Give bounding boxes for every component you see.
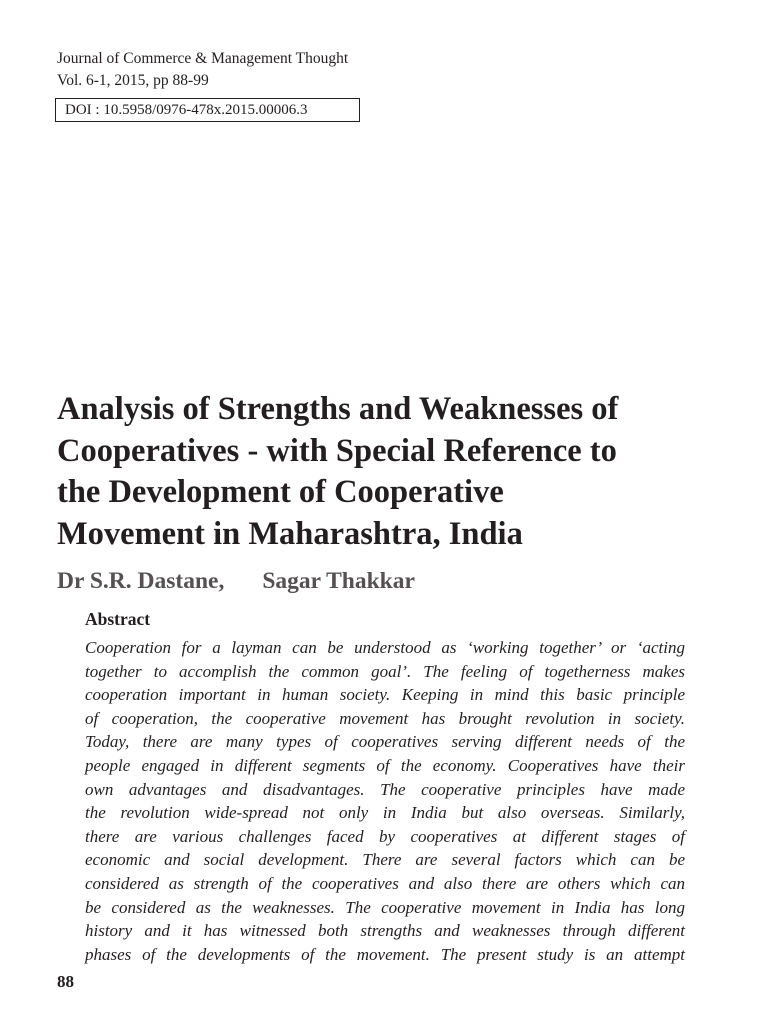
journal-name: Journal of Commerce & Management Thought <box>57 50 349 67</box>
abstract-line: the revolution wide-spread not only in India but also overseas. Similarly, <box>85 803 685 823</box>
author-name: Sagar Thakkar <box>262 568 415 594</box>
abstract-line: history and it has witnessed both strengths and weaknesses through different <box>85 921 685 941</box>
abstract-line: people engaged in different segments of the economy. Cooperatives have their <box>85 755 685 775</box>
title-line: Movement in Maharashtra, India <box>57 515 523 552</box>
page-number: 88 <box>57 972 74 991</box>
journal-volume: Vol. 6-1, 2015, pp 88-99 <box>57 72 209 89</box>
abstract-line: cooperation important in human society. Keeping in mind this basic principle <box>85 685 685 705</box>
abstract-line: be considered as the weaknesses. The cooperative movement in India has long <box>85 897 685 917</box>
author-name: Dr S.R. Dastane, <box>57 568 225 594</box>
abstract-line: phases of the developments of the movement. The present study is an attempt <box>85 944 685 964</box>
abstract-line: considered as strength of the cooperatives and also there are others which can <box>85 873 685 893</box>
abstract-line: there are various challenges faced by cooperatives at different stages of <box>85 826 685 846</box>
author-list <box>57 568 415 595</box>
abstract-line: Today, there are many types of cooperatives serving different needs of the <box>85 732 685 752</box>
abstract-line: economic and social development. There are several factors which can be <box>85 850 685 870</box>
abstract-line: Cooperation for a layman can be understood as ‘working together’ or ‘acting <box>85 638 685 657</box>
title-line: the Development of Cooperative <box>57 474 504 510</box>
abstract-heading: Abstract <box>85 609 151 629</box>
doi-box[interactable]: DOI : 10.5958/0976-478x.2015.00006.3 <box>55 98 360 122</box>
journal-header <box>57 48 348 92</box>
title-line: Cooperatives - with Special Reference to <box>57 432 617 469</box>
paper-title <box>57 389 717 555</box>
abstract-line: together to accomplish the common goal’. The feeling of togetherness makes <box>85 661 685 681</box>
abstract-line: own advantages and disadvantages. The cooperative principles have made <box>85 779 685 799</box>
title-line: Analysis of Strengths and Weaknesses of <box>57 391 619 427</box>
abstract-line: of cooperation, the cooperative movement has brought revolution in society. <box>85 708 685 728</box>
abstract-body <box>85 636 685 966</box>
